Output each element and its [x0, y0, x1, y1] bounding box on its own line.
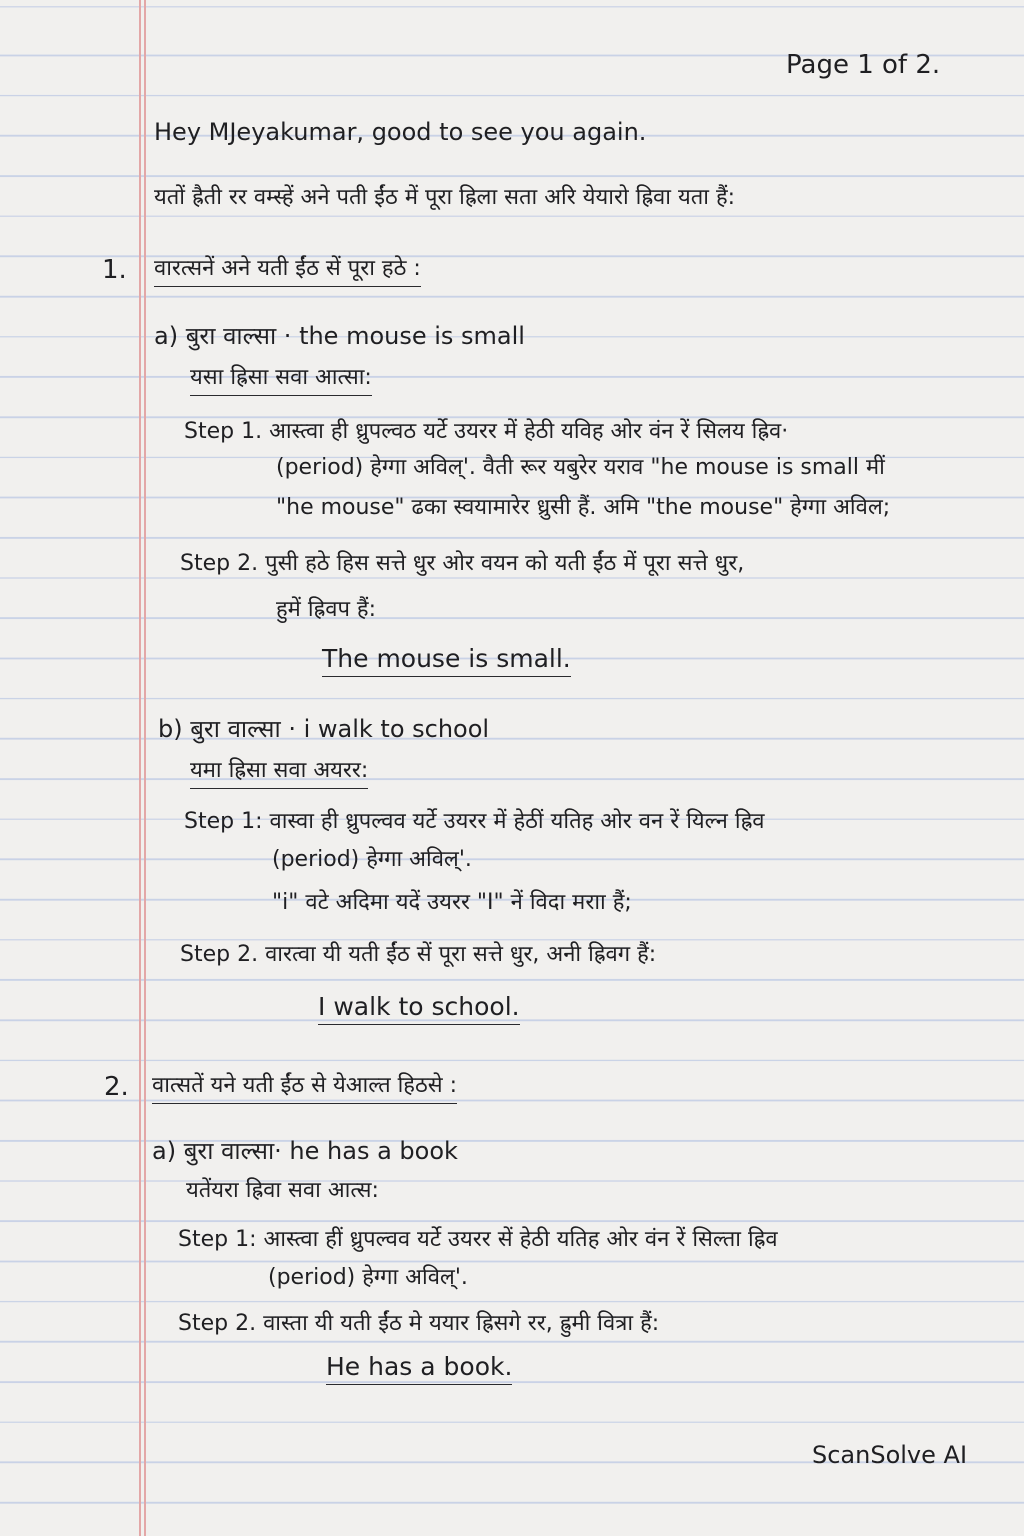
part-1b-subtitle: यमा ह्रिसा सवा अयरर:	[190, 756, 368, 789]
section-2-heading: वात्सतें यने यती ईंठ से येआल्त हिठसे :	[152, 1071, 457, 1104]
part-2a-step2-line1: Step 2. वास्ता यी यती ईंठ मे ययार ह्रिसगे रर, ह्रुमी वित्रा हैं:	[178, 1311, 660, 1336]
margin-line	[139, 0, 141, 1536]
section-1-heading: वारत्सनें अने यती ईंठ सें पूरा हठे :	[154, 254, 421, 287]
part-1a-subtitle: यसा ह्रिसा सवा आत्सा:	[190, 363, 372, 396]
part-2a-title: a) बुरा वाल्सा· he has a book	[152, 1137, 458, 1165]
greeting: Hey MJeyakumar, good to see you again.	[154, 118, 647, 146]
part-1b-step1-line3: "i" वटे अदिमा यदें उयरर "I" नें विदा मराा हैं;	[272, 890, 632, 915]
intro-text: यतों ह्रैती रर वम्स्हें अने पती ईंठ में पूरा ह्रिला सता अरि येयारो ह्रिवा यता हैं:	[154, 185, 736, 210]
part-1a-step1-line1: Step 1. आस्त्वा ही ध्रुपल्वठ यर्टे उयरर में हेठी यविह ओर वंन रें सिलय ह्रिव·	[184, 419, 789, 444]
margin-line-inner	[144, 0, 146, 1536]
brand-label: ScanSolve AI	[812, 1441, 968, 1469]
part-1b-answer: I walk to school.	[318, 992, 520, 1025]
part-2a-step1-line2: (period) हेग्गा अविल्'.	[268, 1265, 468, 1290]
part-2a-answer: He has a book.	[326, 1352, 512, 1385]
page-label: Page 1 of 2.	[786, 50, 941, 80]
section-1-number: 1.	[102, 255, 127, 285]
part-2a-subtitle: यतेंयरा ह्रिवा सवा आत्स:	[186, 1178, 379, 1203]
part-1a-step1-line2: (period) हेग्गा अविल्'. वैती रूर यबुरेर यराव "he mouse is small मीं	[276, 455, 885, 480]
part-2a-step1-line1: Step 1: आस्त्वा हीं ध्रुपल्वव यर्टे उयरर सें हेठी यतिह ओर वंन रें सिल्ता ह्रिव	[178, 1227, 778, 1252]
part-1b-step1-line2: (period) हेग्गा अविल्'.	[272, 847, 472, 872]
part-1a-step1-line3: "he mouse" ढका स्वयामारेर ध्रुसी हैं. अमि "the mouse" हेग्गा अविल;	[276, 495, 891, 520]
part-1b-title: b) बुरा वाल्सा · i walk to school	[158, 715, 490, 743]
part-1b-step2-line1: Step 2. वारत्वा यी यती ईंठ सें पूरा सत्ते धुर, अनी ह्रिवग हैं:	[180, 942, 657, 967]
part-1b-step1-line1: Step 1: वास्वा ही ध्रुपल्वव यर्टे उयरर में हेठीं यतिह ओर वन रें यिल्न ह्रिव	[184, 809, 765, 834]
part-1a-step2-line1: Step 2. पुसी हठे हिस सत्ते धुर ओर वयन को यती ईंठ में पूरा सत्ते धुर,	[180, 551, 745, 576]
part-1a-answer: The mouse is small.	[322, 644, 571, 677]
part-1a-title: a) बुरा वाल्सा · the mouse is small	[154, 322, 525, 350]
part-1a-step2-line2: हुमें ह्रिवप हैं:	[276, 597, 377, 622]
section-2-number: 2.	[104, 1072, 129, 1102]
